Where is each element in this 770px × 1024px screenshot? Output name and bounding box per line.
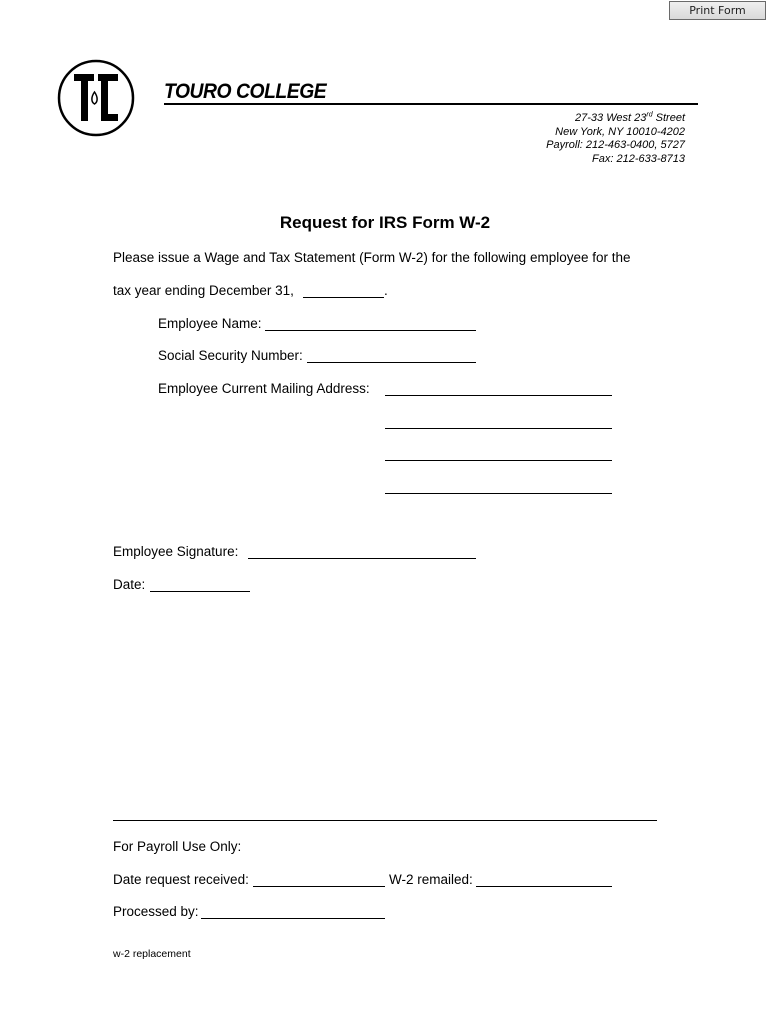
mailing-address-field-line2[interactable] <box>385 428 612 429</box>
employee-name-field[interactable] <box>265 330 476 331</box>
mailing-address-field-line4[interactable] <box>385 493 612 494</box>
address-street: 27-33 West 23rd Street <box>575 111 685 124</box>
header-rule <box>164 103 698 105</box>
date-label: Date: <box>113 577 146 592</box>
intro-text-line1: Please issue a Wage and Tax Statement (Form W-2) for the following employee for the <box>113 250 631 265</box>
remailed-field[interactable] <box>476 886 612 887</box>
payroll-divider <box>113 820 657 821</box>
processed-by-field[interactable] <box>201 918 385 919</box>
mailing-address-field-line1[interactable] <box>385 395 612 396</box>
signature-field[interactable] <box>248 558 476 559</box>
intro-text-line2: tax year ending December 31, <box>113 283 294 298</box>
date-received-field[interactable] <box>253 886 385 887</box>
address-fax: Fax: 212-633-8713 <box>592 152 685 165</box>
ssn-label: Social Security Number: <box>158 348 303 363</box>
footer-note: w-2 replacement <box>113 948 191 960</box>
college-address <box>546 112 685 166</box>
employee-name-label: Employee Name: <box>158 316 262 331</box>
date-received-label: Date request received: <box>113 872 249 887</box>
address-payroll: Payroll: 212-463-0400, 5727 <box>546 139 685 151</box>
remailed-label: W-2 remailed: <box>389 872 473 887</box>
payroll-heading: For Payroll Use Only: <box>113 839 242 854</box>
signature-label: Employee Signature: <box>113 544 239 559</box>
mailing-address-field-line3[interactable] <box>385 460 612 461</box>
address-city: New York, NY 10010-4202 <box>555 125 685 138</box>
touro-college-logo <box>57 59 135 137</box>
ssn-field[interactable] <box>307 362 476 363</box>
print-form-button[interactable]: Print Form <box>669 1 766 20</box>
intro-text-period: . <box>384 283 388 298</box>
date-field[interactable] <box>150 591 250 592</box>
processed-by-label: Processed by: <box>113 904 199 919</box>
mailing-address-label: Employee Current Mailing Address: <box>158 381 370 396</box>
tax-year-field[interactable] <box>303 297 384 298</box>
form-title: Request for IRS Form W-2 <box>279 213 491 232</box>
college-name: TOURO COLLEGE <box>164 80 327 103</box>
